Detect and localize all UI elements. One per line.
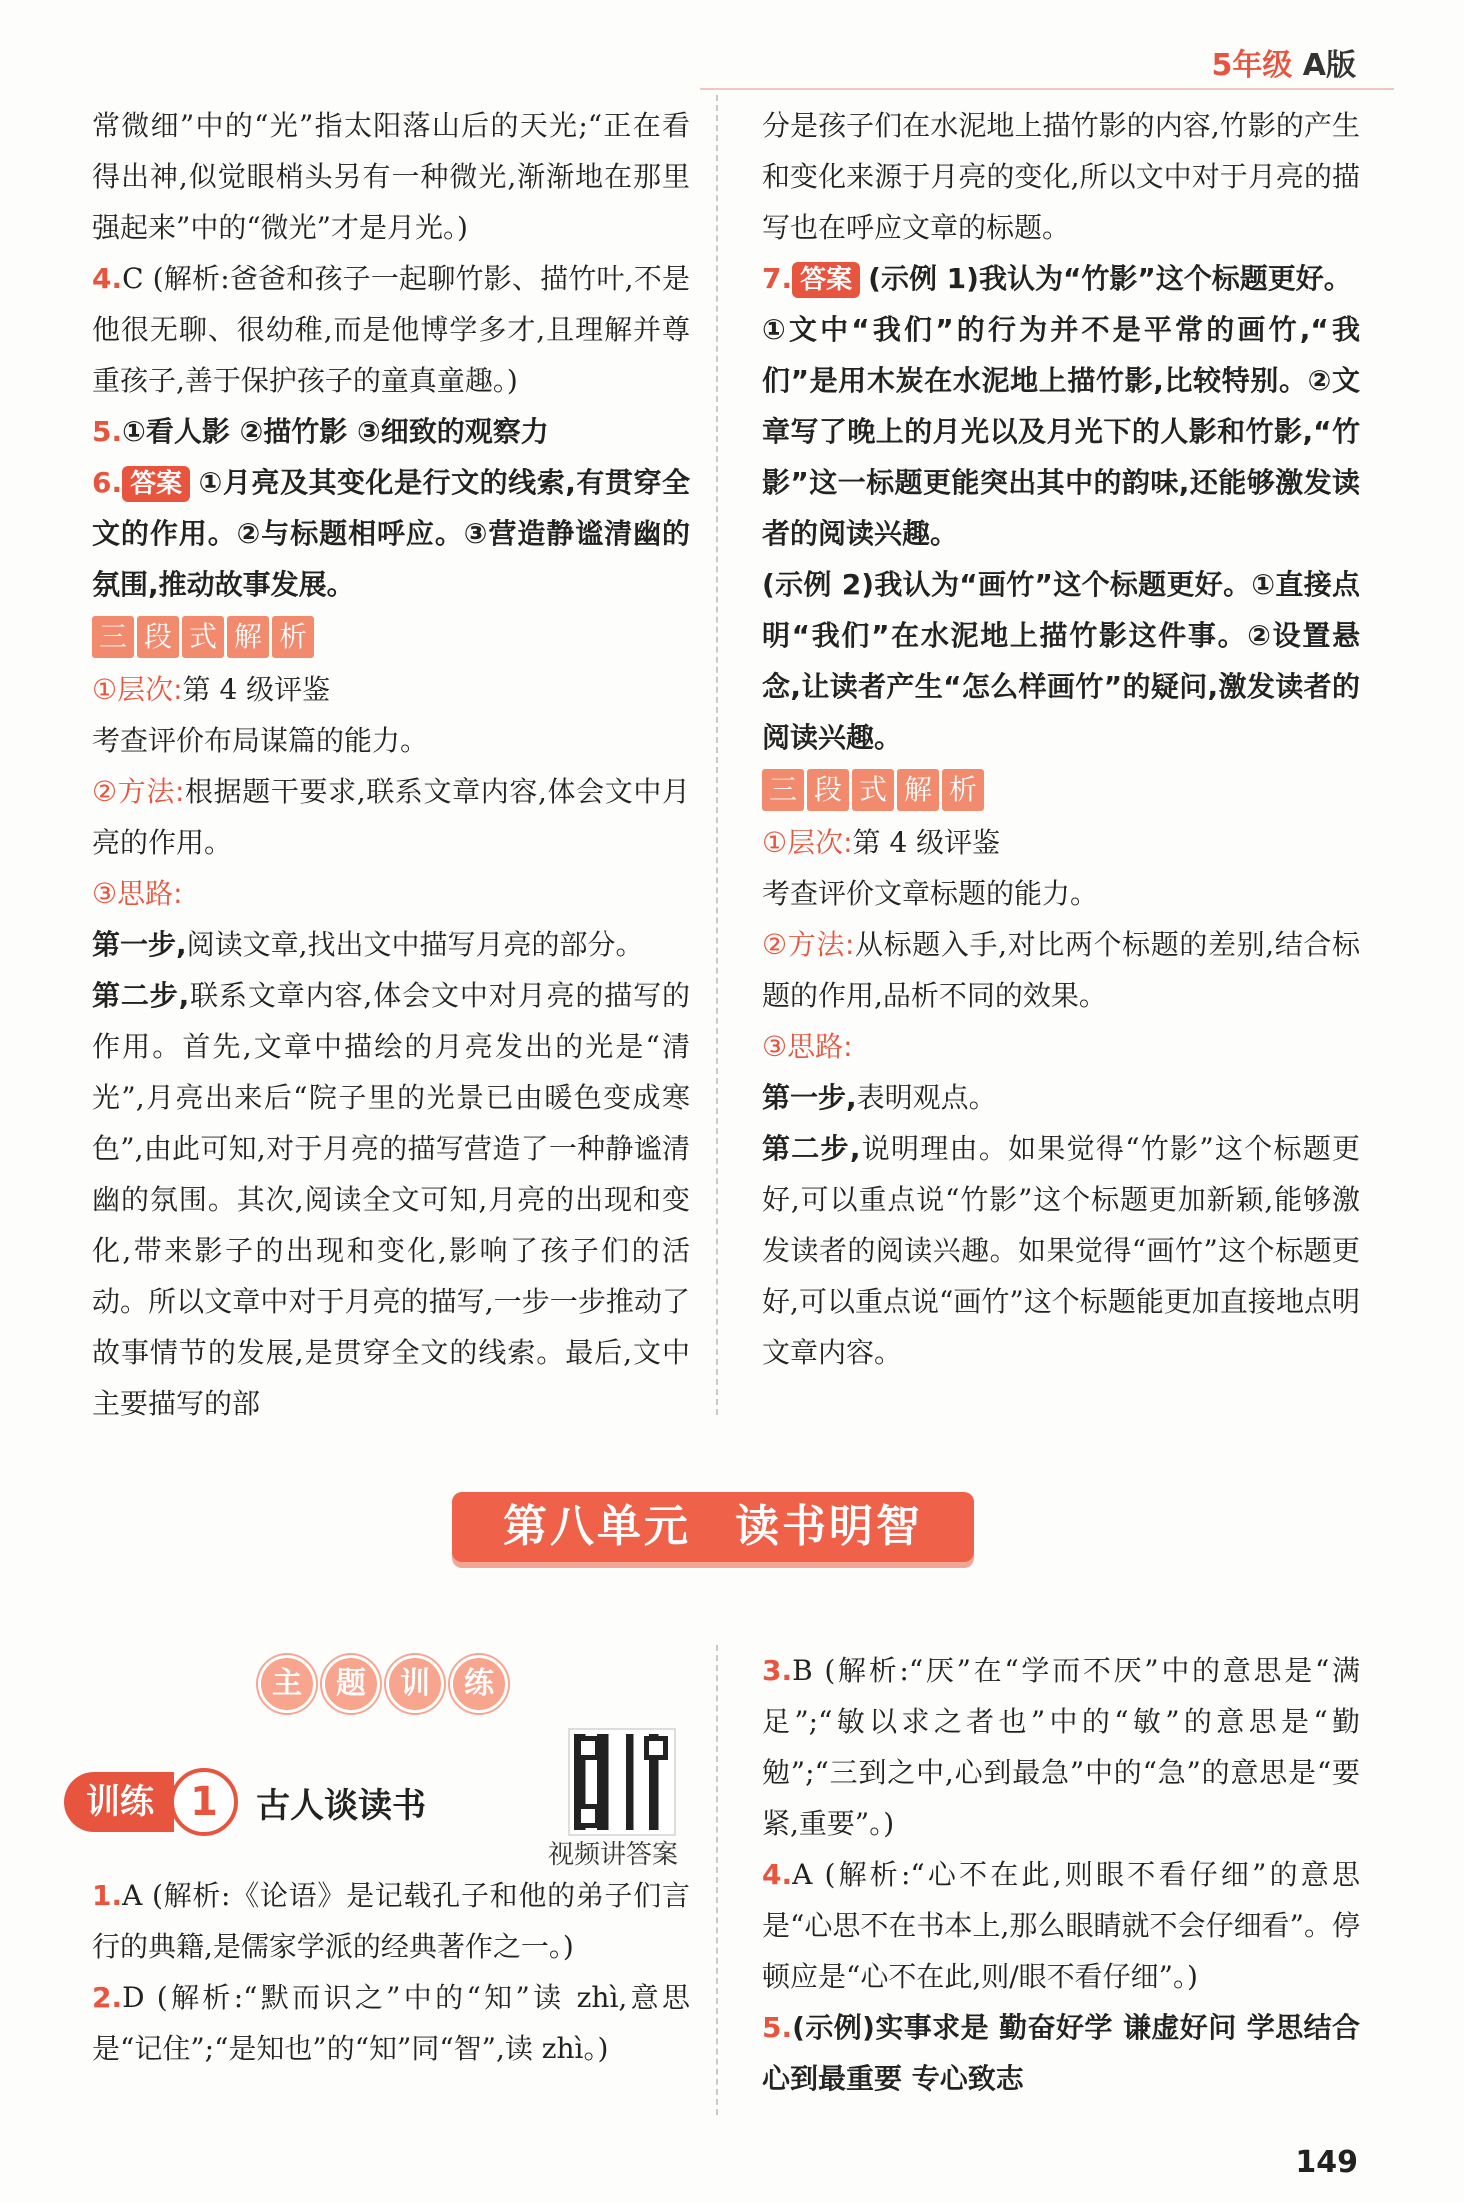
level-label: ①层次: [92, 673, 183, 706]
tag-char: 练 [450, 1655, 508, 1713]
method-label: ②方法: [92, 775, 185, 808]
idea-line [762, 1021, 1360, 1072]
tag-char: 式 [182, 616, 224, 658]
question-1 [92, 1870, 690, 1972]
tag-char: 式 [852, 769, 894, 811]
right-column-bottom [762, 1645, 1360, 2104]
tag-char: 析 [942, 769, 984, 811]
column-divider-top [716, 95, 718, 1415]
page-number: 149 [1295, 2145, 1358, 2180]
step-1 [762, 1072, 1360, 1123]
training-number: 1 [170, 1768, 238, 1836]
question-number: 4. [762, 1858, 793, 1891]
answer-tag: 答案 [792, 262, 860, 298]
method-label: ②方法: [762, 928, 855, 961]
method-line [92, 766, 690, 868]
step-label: 第一步, [92, 928, 187, 961]
qr-code-icon[interactable] [570, 1730, 674, 1834]
idea-label: ③思路: [762, 1030, 853, 1063]
answer-tag: 答案 [122, 466, 190, 502]
step-label: 第二步, [92, 979, 190, 1012]
theme-training-tag [258, 1655, 508, 1713]
tag-char: 三 [92, 616, 134, 658]
level-label: ①层次: [762, 826, 853, 859]
question-text: (示例)实事求是 勤奋好学 谦虚好问 学思结合 心到最重要 专心致志 [762, 2011, 1360, 2095]
step-text: 阅读文章,找出文中描写月亮的部分。 [186, 928, 644, 961]
idea-line [92, 868, 690, 919]
question-6 [92, 457, 690, 610]
step-label: 第二步, [762, 1132, 861, 1165]
ability-line: 考查评价文章标题的能力。 [762, 877, 1099, 910]
edition-label: A版 [1302, 48, 1356, 83]
training-label: 训练 [64, 1772, 174, 1832]
unit-number: 第八单元 [503, 1501, 691, 1552]
idea-label: ③思路: [92, 877, 183, 910]
step-2 [762, 1123, 1360, 1378]
question-5 [92, 406, 690, 457]
question-2 [92, 1972, 690, 2074]
question-7 [762, 253, 1360, 304]
method-text: 根据题干要求,联系文章内容,体会文中月亮的作用。 [92, 775, 690, 859]
grade-label: 5年级 [1211, 48, 1293, 83]
training-heading [64, 1768, 426, 1836]
question-text: B (解析:“厌”在“学而不厌”中的意思是“满足”;“敏以求之者也”中的“敏”的意思是“勤勉”;“三到之中,心到最急”中的“急”的意思是“要紧,重要”。) [762, 1654, 1360, 1840]
question-text: A (解析:“心不在此,则眼不看仔细”的意思是“心思不在书本上,那么眼睛就不会仔细看”。停顿应是“心不在此,则/眼不看仔细”。) [762, 1858, 1360, 1993]
step-text: 说明理由。如果觉得“竹影”这个标题更好,可以重点说“竹影”这个标题更加新颖,能够激发读者的阅读兴趣。如果觉得“画竹”这个标题更好,可以重点说“画竹”这个标题能更加直接地点明文章内容。 [762, 1132, 1361, 1369]
step-text: 联系文章内容,体会文中对月亮的描写的作用。首先,文章中描绘的月亮发出的光是“清光”,月亮出来后“院子里的光景已由暖色变成寒色”,由此可知,对于月亮的描写营造了一种静谧清幽的氛围。其次,阅读全文可知,月亮的出现和变化,带来影子的出现和变化,影响了孩子们的活动。所以文章中对于月亮的描写,一步一步推动了故事情节的发展,是贯穿全文的线索。最后,文中主要描写的部 [92, 979, 691, 1420]
tag-char: 段 [807, 769, 849, 811]
unit-banner [452, 1492, 974, 1562]
question-number: 1. [92, 1879, 123, 1912]
ability-line: 考查评价布局谋篇的能力。 [92, 724, 429, 757]
continued-text: 常微细”中的“光”指太阳落山后的天光;“正在看得出神,似觉眼梢头另有一种微光,渐渐地在那里强起来”中的“微光”才是月光。) [92, 109, 690, 244]
three-step-analysis-tag [762, 769, 984, 811]
step-text: 表明观点。 [856, 1081, 997, 1114]
left-column-top [92, 100, 690, 1429]
example-2: (示例 2)我认为“画竹”这个标题更好。①直接点明“我们”在水泥地上描竹影这件事。②设置悬念,让读者产生“怎么样画竹”的疑问,激发读者的阅读兴趣。 [762, 568, 1360, 754]
question-4 [762, 1849, 1360, 2002]
question-5 [762, 2002, 1360, 2104]
right-column-top [762, 100, 1360, 1378]
step-1 [92, 919, 690, 970]
level-line [92, 664, 690, 715]
question-text: D (解析:“默而识之”中的“知”读 zhì,意思是“记住”;“是知也”的“知”同“智”,读 zhì。) [92, 1981, 690, 2065]
step-2 [92, 970, 690, 1429]
column-divider-bottom [716, 1645, 718, 2115]
unit-title: 读书明智 [735, 1501, 923, 1552]
question-number: 2. [92, 1981, 123, 2014]
level-text: 第 4 级评鉴 [182, 673, 331, 706]
question-number: 7. [762, 262, 793, 295]
step-label: 第一步, [762, 1081, 857, 1114]
tag-char: 解 [897, 769, 939, 811]
grade-edition-tag [1211, 40, 1356, 84]
example-1-heading: (示例 1)我认为“竹影”这个标题更好。 [868, 262, 1352, 295]
tag-char: 主 [258, 1655, 316, 1713]
question-text: A (解析:《论语》是记载孔子和他的弟子们言行的典籍,是儒家学派的经典著作之一。) [92, 1879, 690, 1963]
method-text: 从标题入手,对比两个标题的差别,结合标题的作用,品析不同的效果。 [762, 928, 1360, 1012]
question-number: 3. [762, 1654, 793, 1687]
question-number: 5. [92, 415, 123, 448]
level-text: 第 4 级评鉴 [852, 826, 1001, 859]
left-column-bottom [92, 1870, 690, 2074]
qr-caption: 视频讲答案 [548, 1840, 679, 1870]
question-text: C (解析:爸爸和孩子一起聊竹影、描竹叶,不是他很无聊、很幼稚,而是他博学多才,且理解并尊重孩子,善于保护孩子的童真童趣。) [92, 262, 690, 397]
tag-char: 训 [386, 1655, 444, 1713]
method-line [762, 919, 1360, 1021]
continued-text: 分是孩子们在水泥地上描竹影的内容,竹影的产生和变化来源于月亮的变化,所以文中对于月亮的描写也在呼应文章的标题。 [762, 109, 1360, 244]
question-4 [92, 253, 690, 406]
tag-char: 题 [322, 1655, 380, 1713]
tag-char: 三 [762, 769, 804, 811]
tag-char: 段 [137, 616, 179, 658]
training-title: 古人谈读书 [256, 1785, 426, 1826]
question-3 [762, 1645, 1360, 1849]
level-line [762, 817, 1360, 868]
example-1-body: ①文中“我们”的行为并不是平常的画竹,“我们”是用木炭在水泥地上描竹影,比较特别。②文章写了晚上的月光以及月光下的人影和竹影,“竹影”这一标题更能突出其中的韵味,还能够激发读者的阅读兴趣。 [762, 313, 1360, 550]
question-number: 6. [92, 466, 123, 499]
question-text: ①看人影 ②描竹影 ③细致的观察力 [122, 415, 549, 448]
answer-text: ①月亮及其变化是行文的线索,有贯穿全文的作用。②与标题相呼应。③营造静谧清幽的氛围,推动故事发展。 [92, 466, 690, 601]
tag-char: 析 [272, 616, 314, 658]
header-rule [700, 88, 1394, 90]
three-step-analysis-tag [92, 616, 314, 658]
tag-char: 解 [227, 616, 269, 658]
question-number: 4. [92, 262, 123, 295]
question-number: 5. [762, 2011, 793, 2044]
